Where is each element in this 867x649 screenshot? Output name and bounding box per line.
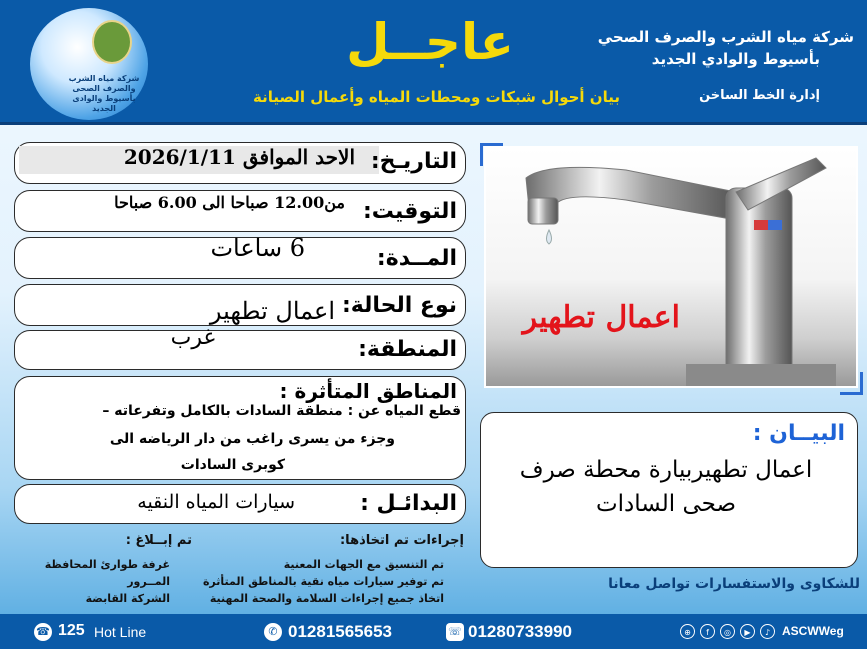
statement-box (480, 412, 858, 568)
statement-text: اعمال تطهيربيارة محطة صرف صحى السادات (519, 457, 813, 517)
department-name: إدارة الخط الساخن (699, 88, 820, 103)
case-type-label: نوع الحالة: (341, 293, 457, 318)
header-divider (0, 122, 867, 125)
action-item: اتخاذ جميع إجراءات السلامة والصحة المهنية (209, 592, 444, 605)
time-row (14, 190, 466, 232)
affected-areas-label: المناطق المتأثرة : (279, 379, 457, 403)
whatsapp-number[interactable]: 01281565653 (288, 622, 393, 641)
social-handle[interactable]: ASCWWeg (782, 624, 844, 638)
affected-areas-row (14, 376, 466, 480)
duration-row (14, 234, 466, 279)
notified-title: تم إبــلاغ : (125, 533, 192, 548)
header-bar (0, 0, 867, 125)
action-item: تم التنسيق مع الجهات المعنية (283, 558, 444, 571)
time-value: من12.00 صباحا الى 6.00 صباحا (114, 193, 345, 212)
case-type-value: اعمال تطهير (209, 297, 335, 325)
date-value: الاحد الموافق 2026/1/11 (123, 145, 355, 169)
hotline-icon[interactable]: ☎ (34, 623, 52, 641)
duration-label: المــدة: (376, 246, 457, 271)
affected-areas-line1: قطع المياه عن : منطقة السادات بالكامل وتفرعاته – (102, 403, 461, 419)
image-caption: اعمال تطهير (522, 300, 680, 335)
facebook-icon[interactable]: f (700, 624, 715, 639)
header-subtitle: بيان أحوال شبكات ومحطات المياه وأعمال الصيانة (253, 88, 620, 106)
company-name-line1: شركة مياه الشرب والصرف الصحي (597, 28, 854, 46)
hotline-label: Hot Line (94, 624, 147, 640)
case-type-row (14, 284, 466, 326)
urgent-title: عاجــل (346, 13, 514, 71)
notified-item: الشركة القابضة (85, 592, 170, 605)
duration-value: 6 ساعات (210, 234, 305, 262)
time-label: التوقيت: (362, 199, 457, 224)
region-value: غرب (170, 325, 215, 350)
notified-item: غرفة طوارئ المحافظة (44, 558, 170, 571)
company-name-line2: بأسيوط والوادي الجديد (651, 50, 820, 68)
logo-text: شركة مياه الشرب والصرف الصحى بأسيوط والوادى الجديد (68, 74, 140, 113)
faucet-photo (486, 148, 856, 386)
tiktok-icon[interactable]: ♪ (760, 624, 775, 639)
actions-title: إجراءات تم اتخاذها: (339, 533, 464, 548)
footer-bar (0, 614, 867, 649)
alternatives-label: البدائـل : (360, 491, 457, 516)
hotline-number[interactable]: 125 (58, 622, 85, 639)
affected-areas-line3: كوبرى السادات (180, 457, 285, 473)
phone-icon[interactable]: ☏ (446, 623, 464, 641)
date-row (14, 142, 466, 184)
statement-title: البيــان : (752, 421, 845, 446)
region-label: المنطقة: (358, 337, 457, 362)
alternatives-value: سيارات المياه النقيه (137, 491, 295, 513)
region-row (14, 325, 466, 370)
affected-areas-line2: وجزء من يسرى راغب من دار الرياضه الى (109, 431, 395, 447)
instagram-icon[interactable]: ◎ (720, 624, 735, 639)
company-logo (30, 8, 148, 120)
phone-number[interactable]: 01280733990 (468, 622, 573, 641)
complaints-line: للشكاوى والاستفسارات تواصل معانا (608, 576, 860, 592)
action-item: تم توفير سيارات مياه نقية بالمناطق المتأثرة (202, 575, 444, 588)
logo-emblem-icon (92, 20, 132, 64)
youtube-icon[interactable]: ▶ (740, 624, 755, 639)
whatsapp-icon[interactable]: ✆ (264, 623, 282, 641)
alternatives-row (14, 484, 466, 524)
notified-item: المــرور (127, 575, 170, 588)
image-frame-corner-bottom (840, 372, 863, 395)
website-icon[interactable]: ⊕ (680, 624, 695, 639)
date-label: التاريـخ: (370, 149, 457, 174)
faucet-icon (486, 148, 856, 386)
